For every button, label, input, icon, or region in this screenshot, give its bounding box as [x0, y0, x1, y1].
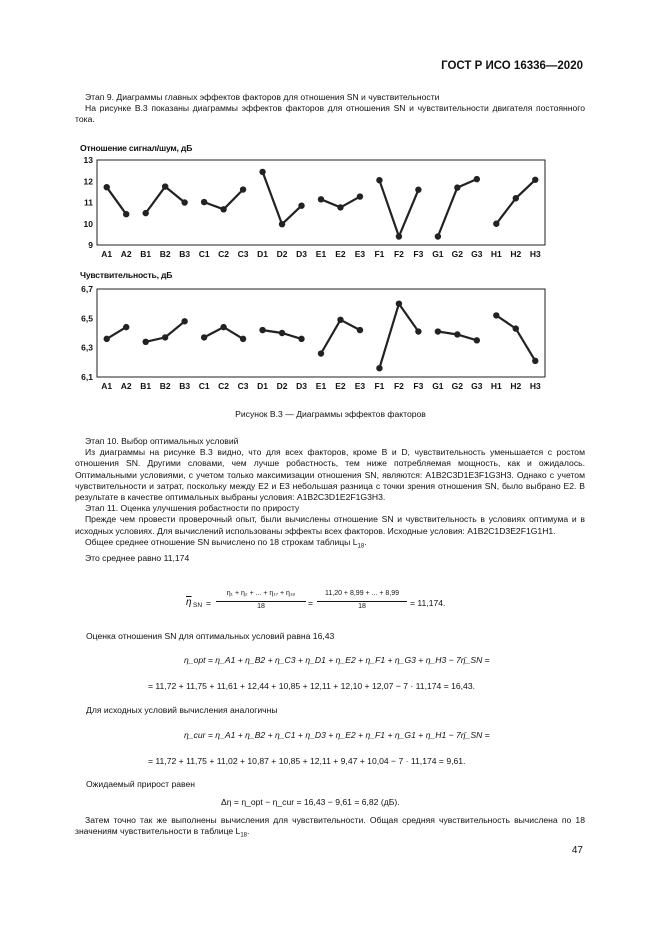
plot-frame — [97, 289, 545, 377]
data-point — [396, 233, 402, 239]
data-point — [279, 330, 285, 336]
data-point — [318, 350, 324, 356]
data-point — [201, 334, 207, 340]
x-tick-label: D1 — [257, 249, 269, 259]
data-point — [240, 336, 246, 342]
x-tick-label: H1 — [490, 381, 502, 391]
x-tick-label: E1 — [315, 249, 327, 259]
x-tick-label: D3 — [296, 249, 307, 259]
data-point — [123, 211, 129, 217]
data-point — [376, 177, 382, 183]
data-point — [201, 199, 207, 205]
y-tick-label: 9 — [88, 240, 93, 250]
x-tick-label: G1 — [432, 381, 444, 391]
page-number: 47 — [571, 845, 583, 856]
gain-label: Ожидаемый прирост равен — [86, 779, 196, 789]
x-tick-label: A1 — [101, 381, 113, 391]
stage10-text: Из диаграммы на рисунке В.3 видно, что для всех факторов, кроме B и D, чувствительность уменьшается с ростом отношения SN. Другими словами, чем лучше робастность, тем ниже потребляемая мощность, как и ожидалось. Оптимальными условиями, с учетом только максимизации отношения SN, являются: A1B2C3D1E3F1G3H3. Однако с учетом чувствительности и затрат, поскольку между E2 и E3 небольшая разница с точки зрения отношения SN, было выбрано E2. В результате в качестве оптимальных выбраны условия: A1B2C3D1E2F1G3H3. — [75, 447, 585, 503]
data-point — [104, 184, 110, 190]
chart1-title: Отношение сигнал/шум, дБ — [80, 143, 193, 153]
data-point — [279, 221, 285, 227]
x-tick-label: A1 — [101, 249, 113, 259]
stage11-text: Прежде чем провести проверочный опыт, были вычислены отношение SN и чувствительность в условиях оптимума и в исходных условиях. Для вычислений использованы эффекты всех факторов. Исходные условия: A1B2C1D3E2F1G1H1. — [75, 514, 585, 536]
x-tick-label: H1 — [490, 249, 502, 259]
series-line — [496, 180, 535, 224]
x-tick-label: F1 — [374, 381, 385, 391]
data-point — [474, 176, 480, 182]
stage11-mean-line: Общее среднее отношение SN вычислено по 18 строкам таблицы $L_{18}$. — [85, 536, 367, 550]
x-tick-label: D2 — [276, 249, 288, 259]
x-tick-label: H3 — [529, 381, 541, 391]
x-tick-label: H3 — [529, 249, 541, 259]
data-point — [376, 365, 382, 371]
y-tick-label: 6,1 — [81, 372, 93, 382]
cur-label: Для исходных условий вычисления аналогичны — [86, 705, 278, 715]
data-point — [104, 336, 110, 342]
stage11-title: Этап 11. Оценка улучшения робастности по приросту — [85, 503, 300, 514]
document-code: ГОСТ Р ИСО 16336—2020 — [441, 60, 583, 72]
x-tick-label: D1 — [257, 381, 269, 391]
data-point — [435, 328, 441, 334]
data-point — [220, 206, 226, 212]
y-tick-label: 12 — [83, 176, 93, 187]
y-tick-label: 10 — [83, 218, 93, 229]
data-point — [181, 318, 187, 324]
stage9-title: Этап 9. Диаграммы главных эффектов факторов для отношения SN и чувствительности На рисунке В.3 показаны диаграммы эффектов факторов для отношения SN и чувствительности двигателя постоянного тока. — [75, 92, 585, 125]
data-point — [513, 325, 519, 331]
opt-formula: η_opt = η_A1 + η_B2 + η_C3 + η_D1 + η_E2 + η_F1 + η_G3 + η_H3 − 7η̄_SN = — [184, 655, 490, 665]
x-tick-label: C3 — [237, 381, 249, 391]
data-point — [337, 204, 343, 210]
x-tick-label: B2 — [159, 249, 171, 259]
data-point — [474, 337, 480, 343]
series-line — [379, 304, 418, 369]
series-line — [107, 187, 127, 214]
x-tick-label: E2 — [335, 249, 346, 259]
data-point — [493, 312, 499, 318]
x-tick-label: C3 — [237, 249, 249, 259]
data-point — [162, 334, 168, 340]
figure-caption: Рисунок В.3 — Диаграммы эффектов факторов — [235, 409, 426, 419]
x-tick-label: B3 — [179, 249, 191, 259]
data-point — [454, 331, 460, 337]
data-point — [493, 221, 499, 227]
data-point — [532, 358, 538, 364]
x-tick-label: E3 — [354, 381, 366, 391]
x-tick-label: F3 — [413, 381, 424, 391]
x-tick-label: C2 — [218, 249, 230, 259]
data-point — [415, 328, 421, 334]
data-point — [298, 202, 304, 208]
stage9-text: На рисунке В.3 показаны диаграммы эффектов факторов для отношения SN и чувствительности двигателя постоянного тока. — [75, 103, 585, 125]
x-tick-label: F2 — [393, 249, 404, 259]
data-point — [162, 183, 168, 189]
final-paragraph: Затем точно так же выполнены вычисления для чувствительности. Общая средняя чувствительность вычислена по 18 значениям чувствительности в таблице $L_{18}$. — [75, 815, 585, 839]
x-tick-label: B2 — [159, 381, 171, 391]
x-tick-label: F2 — [393, 381, 404, 391]
data-point — [435, 233, 441, 239]
x-tick-label: E1 — [315, 381, 327, 391]
x-tick-label: A2 — [120, 249, 132, 259]
data-point — [357, 327, 363, 333]
stage10-block — [75, 436, 585, 564]
data-point — [318, 196, 324, 202]
data-point — [259, 327, 265, 333]
data-point — [123, 324, 129, 330]
cur-formula: η_cur = η_A1 + η_B2 + η_C1 + η_D3 + η_E2 + η_F1 + η_G1 + η_H1 − 7η̄_SN = — [184, 730, 490, 740]
x-tick-label: H2 — [510, 381, 522, 391]
x-tick-label: G2 — [451, 381, 464, 391]
y-tick-label: 6,7 — [81, 284, 93, 294]
x-tick-label: C2 — [218, 381, 230, 391]
series-line — [496, 315, 535, 361]
x-tick-label: C1 — [198, 249, 210, 259]
x-tick-label: B3 — [179, 381, 191, 391]
series-line — [146, 187, 185, 214]
x-tick-label: G3 — [471, 381, 483, 391]
x-tick-label: B1 — [140, 381, 152, 391]
x-tick-label: A2 — [120, 381, 132, 391]
data-point — [532, 177, 538, 183]
chart2-title: Чувствительность, дБ — [80, 270, 173, 280]
x-tick-label: B1 — [140, 249, 152, 259]
x-tick-label: E3 — [354, 249, 366, 259]
opt-calc: = 11,72 + 11,75 + 11,61 + 12,44 + 10,85 + 12,11 + 12,10 + 12,07 − 7 · 11,174 = 16,43. — [148, 681, 475, 691]
data-point — [240, 186, 246, 192]
series-line — [263, 172, 302, 224]
stage11-mean-value: Это среднее равно 11,174 — [85, 552, 190, 563]
x-tick-label: D2 — [276, 381, 288, 391]
cur-calc: = 11,72 + 11,75 + 11,02 + 10,87 + 10,85 + 12,11 + 9,47 + 10,04 − 7 · 11,174 = 9,61. — [148, 756, 466, 766]
x-tick-label: H2 — [510, 249, 522, 259]
series-line — [321, 320, 360, 354]
sn-ratio-chart — [70, 150, 560, 265]
data-point — [142, 210, 148, 216]
data-point — [337, 317, 343, 323]
stage10-title: Этап 10. Выбор оптимальных условий — [85, 436, 239, 446]
data-point — [142, 339, 148, 345]
y-tick-label: 11 — [84, 197, 93, 208]
x-tick-label: C1 — [198, 381, 210, 391]
data-point — [415, 187, 421, 193]
x-tick-label: G2 — [451, 249, 464, 259]
data-point — [513, 195, 519, 201]
data-point — [298, 336, 304, 342]
x-tick-label: G1 — [432, 249, 444, 259]
y-tick-label: 6,3 — [81, 342, 93, 353]
x-tick-label: D3 — [296, 381, 307, 391]
x-tick-label: G3 — [471, 249, 483, 259]
y-tick-label: 13 — [83, 155, 93, 165]
x-tick-label: F1 — [374, 249, 385, 259]
y-tick-label: 6,5 — [81, 313, 93, 324]
data-point — [181, 199, 187, 205]
gain-formula: Δη = η_opt − η_cur = 16,43 − 9,61 = 6,82 (дБ). — [221, 797, 400, 807]
data-point — [259, 169, 265, 175]
x-tick-label: F3 — [413, 249, 424, 259]
opt-label: Оценка отношения SN для оптимальных условий равна 16,43 — [86, 631, 335, 641]
series-line — [107, 327, 127, 339]
data-point — [454, 184, 460, 190]
data-point — [220, 324, 226, 330]
x-tick-label: E2 — [335, 381, 346, 391]
sensitivity-chart — [70, 280, 560, 398]
data-point — [357, 193, 363, 199]
series-line — [379, 180, 418, 236]
data-point — [396, 300, 402, 306]
